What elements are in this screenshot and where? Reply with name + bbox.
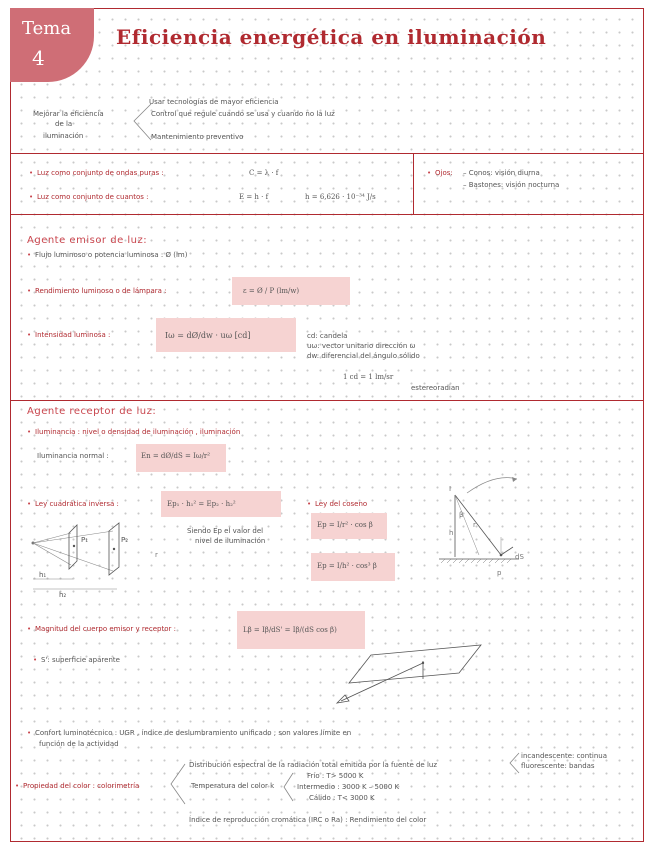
bullet-icon: •	[27, 500, 32, 508]
topic-tab	[10, 8, 94, 82]
divider-vertical	[413, 153, 414, 215]
bullet-icon: •	[27, 625, 32, 633]
temp-calido: Cálido : T< 3000 K	[309, 794, 375, 802]
confort-text: Confort luminotécnico : UGR , índice de deslumbramiento unificado ; son valores límite en	[35, 729, 352, 737]
normal-formula: En = dØ/dS = Iω/r²	[141, 452, 211, 460]
intro-item-3: Mantenimiento preventivo	[151, 133, 244, 141]
coseno-formula-2: Ep = I/h² · cos³ β	[317, 562, 377, 570]
intro-left-line3: iluminación	[43, 132, 84, 140]
intensidad-formula: Iω = dØ/dw · uω [cd]	[165, 331, 251, 340]
label-p1: P₁	[81, 536, 89, 544]
distribucion-text: Distribución espectral de la radiación total emitida por la fuente de luz	[189, 761, 438, 769]
brace-icon	[167, 761, 187, 807]
label-p2: P₂	[121, 536, 129, 544]
flujo-text: Flujo luminoso o potencia luminosa : Ø (lm)	[35, 251, 188, 259]
notes-page	[10, 8, 644, 842]
bullet-icon: •	[33, 656, 38, 664]
propiedad-color-label: Propiedad del color : colorimetría	[23, 782, 140, 790]
bullet-icon: •	[27, 251, 32, 259]
note-dw: dw: diferencial del ángulo sólido	[307, 352, 420, 360]
ondas-formula: C = λ · f	[249, 169, 279, 177]
brace-icon	[281, 771, 295, 803]
bullet-icon: •	[427, 169, 432, 177]
bullet-icon: •	[27, 428, 32, 436]
label-h2: h₂	[59, 591, 67, 599]
topic-number: 4	[32, 46, 45, 70]
intro-left-line1: Mejorar la eficiencia	[33, 110, 104, 118]
siendo-line2: nivel de iluminación	[195, 537, 266, 545]
diag-label-ds: dS	[515, 553, 524, 561]
diag-label-p: p	[497, 569, 502, 577]
bullet-icon: •	[307, 500, 312, 508]
topic-label: Tema	[22, 18, 72, 39]
ondas-label: Luz como conjunto de ondas puras :	[37, 169, 164, 177]
ley-cuadratica-formula: Ep₁ · h₁² = Ep₂ · h₂²	[167, 500, 236, 508]
temp-frio: Frío : T> 5000 K	[307, 772, 364, 780]
svg-text:r: r	[155, 551, 158, 559]
iluminancia-text: Iluminancia : nivel o densidad de iluminación , iluminación	[35, 428, 241, 436]
temperatura-text: Temperatura del color k	[191, 782, 275, 790]
intro-item-1: Usar tecnologías de mayor eficiencia	[149, 98, 279, 106]
ojos-label: Ojos:	[435, 169, 453, 177]
divider-2	[11, 214, 643, 215]
receptor-heading: Agente receptor de luz:	[27, 406, 157, 417]
rendimiento-label: Rendimiento luminoso o de lámpara :	[35, 287, 167, 295]
brace-icon	[507, 751, 521, 775]
superficie-aparente: S': superficie aparente	[41, 656, 120, 664]
bullet-icon: •	[29, 169, 34, 177]
magnitud-formula: Lβ = Iβ/dS' = Iβ/(dS cos β)	[243, 626, 337, 634]
ojos-bastones: – Bastones: visión nocturna	[463, 181, 560, 189]
divider-1	[11, 153, 643, 154]
page-title: Eficiencia energética en iluminación	[116, 25, 547, 49]
note-cd: cd: candela	[307, 332, 348, 340]
note-u: uω: vector unitario dirección ω	[307, 342, 416, 350]
intro-item-2: Control que regule cuando se usa y cuando no la luz	[151, 110, 335, 118]
normal-label: Iluminancia normal :	[37, 452, 109, 460]
bullet-icon: •	[27, 331, 32, 339]
intro-left-line2: de la	[55, 120, 73, 128]
coseno-formula-1: Ep = I/r² · cos β	[317, 521, 373, 529]
temp-intermedio: Intermedio : 3000 K – 5000 K	[297, 783, 400, 791]
planck-constant: h = 6,626 · 10⁻³⁴ J/s	[305, 193, 376, 201]
diag-label-beta: β	[459, 511, 464, 519]
ojos-conos: – Conos: visión diurna	[463, 169, 540, 177]
diag-label-r: r	[473, 521, 476, 529]
ley-coseno-label: Ley del coseno	[315, 500, 368, 508]
cd-definition: 1 cd = 1 lm/sr	[343, 373, 394, 381]
ley-cuadratica-label: Ley cuadrática inversa :	[35, 500, 119, 508]
diag-label-i: I	[449, 485, 452, 493]
fluorescente-text: fluorescente: bandas	[521, 762, 595, 770]
confort-text-2: función de la actividad	[39, 740, 119, 748]
cuantos-label: Luz como conjunto de cuantos :	[37, 193, 149, 201]
diag-label-h: h	[449, 529, 454, 537]
label-h1: h₁	[39, 571, 47, 579]
divider-3	[11, 400, 643, 401]
incandescente-text: incandescente: continua	[521, 752, 607, 760]
cosine-law-diagram	[431, 467, 551, 587]
bullet-icon: •	[27, 287, 32, 295]
bullet-icon: •	[29, 193, 34, 201]
magnitud-label: Magnitud del cuerpo emisor y receptor :	[35, 625, 176, 633]
indice-text: Índice de reproducción cromática (IRC o Ra) : Rendimiento del color	[189, 816, 427, 824]
emisor-heading: Agente emisor de luz:	[27, 235, 148, 246]
siendo-line1: Siendo Ep el valor del	[187, 527, 264, 535]
surface-diagram	[331, 637, 511, 707]
cuantos-formula: E = h · f	[239, 193, 269, 201]
rendimiento-formula: ε = Ø / P (lm/w)	[243, 287, 300, 295]
bullet-icon: •	[27, 729, 32, 737]
bullet-icon: •	[15, 782, 20, 790]
inverse-square-diagram	[25, 521, 165, 599]
intensidad-label: Intensidad luminosa :	[35, 331, 111, 339]
estereoradian-label: estereoradian	[411, 384, 460, 392]
